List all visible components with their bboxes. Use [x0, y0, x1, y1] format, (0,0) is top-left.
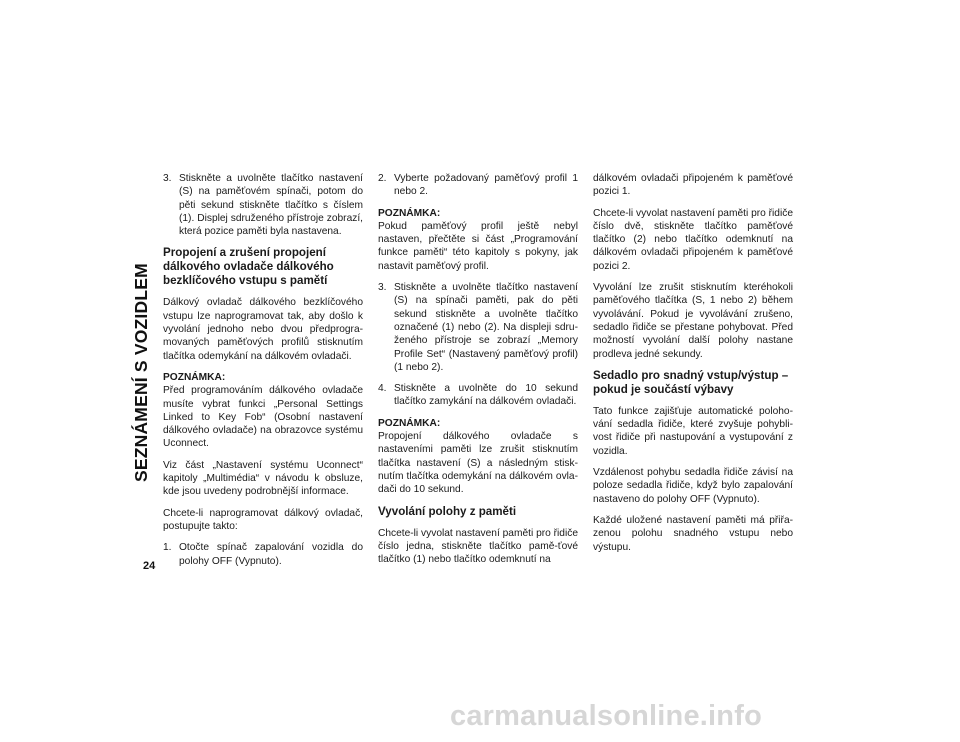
note-text: Pokud paměťový profil ještě nebyl nastaven, přečtěte si část „Programování funkce paměti“ této kapitoly s pokyny, jak nastavit paměťový profil. [378, 220, 578, 272]
paragraph: Tato funkce zajišťuje automatické poloho-vání sedadla řidiče, které zvyšuje pohybli-vost řidiče při nastupování a vystupování z vozidla. [593, 405, 793, 457]
list-number: 3. [378, 282, 387, 294]
paragraph: Vyvolání lze zrušit stisknutím kteréhokoli paměťového tlačítka (S, 1 nebo 2) během vyvolávání. Pokud je vyvolávání zrušeno, sedadlo řidiče se přestane pohybovat. Před možností vyvolání další polohy nastane prodleva jedné sekundy. [593, 282, 793, 360]
note-label: POZNÁMKA: [378, 207, 441, 219]
paragraph: dálkovém ovladači připojeném k paměťové pozici 1. [593, 173, 793, 198]
list-item [163, 541, 363, 568]
section-title-vertical: SEZNÁMENÍ S VOZIDLEM [131, 263, 151, 482]
list-text: Vyberte požadovaný paměťový profil 1 nebo 2. [394, 173, 578, 198]
note-text: Před programováním dálkového ovladače musíte vybrat funkci „Personal Settings Linked to Key Fob“ (Osobní nastavení dálkového ovladače) na obrazovce systému Uconnect. [163, 385, 363, 450]
paragraph: Chcete-li naprogramovat dálkový ovladač, postupujte takto: [163, 507, 363, 532]
section-heading: Propojení a zrušení propojení dálkového ovladače dálkového bezklíčového vstupu s pamětí [163, 246, 334, 288]
list-item [378, 382, 578, 409]
list-text: Stiskněte a uvolněte tlačítko nastavení (S) na paměťovém spínači, potom do pěti sekund stiskněte tlačítko s číslem (1). Displej sdruženého přístroje zobrazí, která pozice paměti byla nastavena. [179, 173, 363, 238]
list-text: Stiskněte a uvolněte do 10 sekund tlačítko zamykání na dálkovém ovladači. [394, 383, 578, 408]
column-1 [163, 172, 363, 576]
watermark: carmanualsonline.info [450, 700, 762, 732]
list-text: Stiskněte a uvolněte tlačítko nastavení (S) na spínači paměti, pak do pěti sekund stiskněte a uvolněte tlačítko označené (1) nebo (2). Na displeji sdru-ženého přístroje se zobrazí „Memory Profile Set“ (Nastavený paměťový profil) (1 nebo 2). [394, 282, 578, 373]
column-2 [378, 172, 578, 574]
page-number: 24 [143, 560, 156, 572]
note-label: POZNÁMKA: [378, 417, 441, 429]
list-item [378, 172, 578, 199]
list-number: 3. [163, 173, 172, 184]
list-item [163, 172, 363, 238]
paragraph: Chcete-li vyvolat nastavení paměti pro řidiče číslo jedna, stiskněte tlačítko pamě-ťové tlačítko (1) nebo tlačítko odemknutí na [378, 527, 578, 566]
paragraph: Každé uložené nastavení paměti má přiřa-zenou polohu snadného vstupu nebo výstupu. [593, 514, 793, 553]
paragraph: Vzdálenost pohybu sedadla řidiče závisí na poloze sedadla řidiče, když bylo zapalování nastaveno do polohy OFF (Vypnuto). [593, 467, 793, 505]
list-number: 1. [163, 542, 172, 554]
paragraph: Viz část „Nastavení systému Uconnect“ kapitoly „Multimédia“ v návodu k obsluze, kde jsou uvedeny podrobnější informace. [163, 459, 363, 498]
note-label: POZNÁMKA: [163, 371, 226, 383]
list-item [378, 281, 578, 374]
list-number: 2. [378, 173, 387, 184]
list-number: 4. [378, 383, 387, 395]
section-heading: Sedadlo pro snadný vstup/výstup – pokud je součástí výbavy [593, 368, 789, 396]
paragraph: Chcete-li vyvolat nastavení paměti pro řidiče číslo dvě, stiskněte tlačítko paměťové tlačítko (2) nebo tlačítko odemknutí na dálkovém ovladači připojeném k paměťové pozici 2. [593, 207, 793, 272]
section-heading: Vyvolání polohy z paměti [378, 504, 517, 518]
note-text: Propojení dálkového ovladače s nastaveními paměti lze zrušit stisknutím tlačítka nastavení (S) a následným stisk-nutím tlačítka odemykání na dálkovém ovla-dači do 10 sekund. [378, 431, 578, 496]
paragraph: Dálkový ovladač dálkového bezklíčového vstupu lze naprogramovat tak, aby došlo k vyvolání jednoho nebo dvou předprogra-movaných paměťových profilů stisknutím tlačítka odemykání na dálkovém ovladači. [163, 297, 363, 362]
column-3 [593, 172, 793, 562]
list-text: Otočte spínač zapalování vozidla do polohy OFF (Vypnuto). [179, 542, 363, 567]
